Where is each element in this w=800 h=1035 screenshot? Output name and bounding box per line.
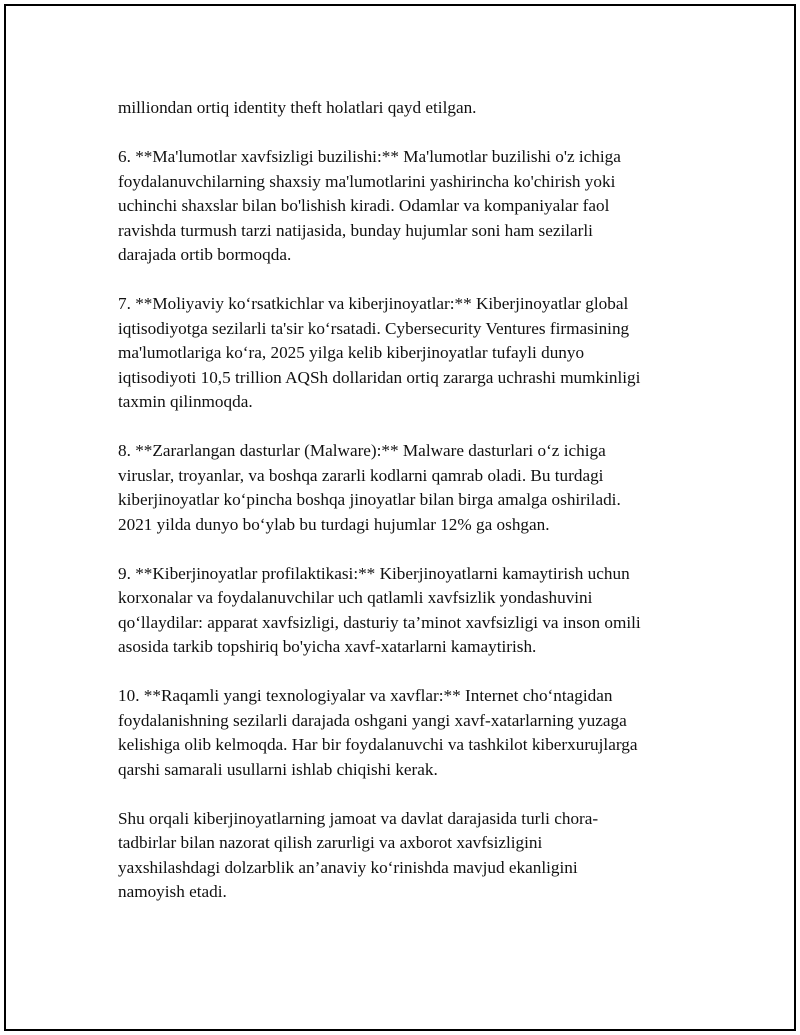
- document-body: [118, 96, 658, 929]
- text-line: kiberjinoyatlar koʻpincha boshqa jinoyatlar bilan birga amalga oshiriladi.: [118, 490, 621, 509]
- text-line: 10. **Raqamli yangi texnologiyalar va xavflar:** Internet choʻntagidan: [118, 686, 613, 705]
- text-line: asosida tarkib topshiriq bo'yicha xavf-xatarlarni kamaytirish.: [118, 637, 537, 656]
- text-line: qoʻllaydilar: apparat xavfsizligi, dasturiy ta’minot xavfsizligi va inson omili: [118, 612, 641, 632]
- text-line: qarshi samarali usullarni ishlab chiqishi kerak.: [118, 759, 438, 779]
- text-line: 6. **Ma'lumotlar xavfsizligi buzilishi:** Ma'lumotlar buzilishi o'z ichiga: [118, 147, 621, 166]
- text-line: ma'lumotlariga koʻra, 2025 yilga kelib kiberjinoyatlar tufayli dunyo: [118, 343, 585, 362]
- text-line: namoyish etadi.: [118, 882, 227, 901]
- paragraph-new-technologies: [118, 684, 658, 782]
- paragraph-malware: [118, 439, 658, 537]
- text-line: iqtisodiyotga sezilarli ta'sir koʻrsatadi. Cybersecurity Ventures firmasining: [118, 318, 630, 338]
- text-line: yaxshilashdagi dolzarblik an’anaviy koʻrinishda mavjud ekanligini: [118, 857, 578, 877]
- text-line: taxmin qilinmoqda.: [118, 392, 253, 411]
- text-line: foydalanishning sezilarli darajada oshgani yangi xavf-xatarlarning yuzaga: [118, 710, 627, 730]
- text-line: milliondan ortiq identity theft holatlari qayd etilgan.: [118, 98, 477, 117]
- text-line: Shu orqali kiberjinoyatlarning jamoat va davlat darajasida turli chora-: [118, 808, 599, 828]
- paragraph-identity-theft: [118, 96, 658, 121]
- text-line: foydalanuvchilarning shaxsiy ma'lumotlarini yashirincha ko'chirish yoki: [118, 171, 616, 191]
- paragraph-conclusion: [118, 807, 658, 905]
- text-line: ravishda turmush tarzi natijasida, bunday hujumlar soni ham sezilarli: [118, 220, 593, 240]
- text-line: 2021 yilda dunyo boʻylab bu turdagi hujumlar 12% ga oshgan.: [118, 514, 550, 534]
- text-line: korxonalar va foydalanuvchilar uch qatlamli xavfsizlik yondashuvini: [118, 588, 593, 607]
- paragraph-prevention: [118, 562, 658, 660]
- page-frame: [4, 4, 796, 1031]
- paragraph-data-breach: [118, 145, 658, 268]
- text-line: kelishiga olib kelmoqda. Har bir foydalanuvchi va tashkilot kiberxurujlarga: [118, 735, 638, 754]
- text-line: darajada ortib bormoqda.: [118, 245, 292, 264]
- text-line: uchinchi shaxslar bilan bo'lishish kiradi. Odamlar va kompaniyalar faol: [118, 196, 610, 215]
- text-line: tadbirlar bilan nazorat qilish zarurligi va axborot xavfsizligini: [118, 833, 543, 852]
- text-line: iqtisodiyoti 10,5 trillion AQSh dollaridan ortiq zararga uchrashi mumkinligi: [118, 367, 641, 387]
- text-line: 7. **Moliyaviy koʻrsatkichlar va kiberjinoyatlar:** Kiberjinoyatlar global: [118, 294, 629, 313]
- text-line: 8. **Zararlangan dasturlar (Malware):** Malware dasturlari oʻz ichiga: [118, 441, 606, 460]
- text-line: viruslar, troyanlar, va boshqa zararli kodlarni qamrab oladi. Bu turdagi: [118, 465, 604, 485]
- text-line: 9. **Kiberjinoyatlar profilaktikasi:** Kiberjinoyatlarni kamaytirish uchun: [118, 563, 630, 583]
- paragraph-financial-indicators: [118, 292, 658, 415]
